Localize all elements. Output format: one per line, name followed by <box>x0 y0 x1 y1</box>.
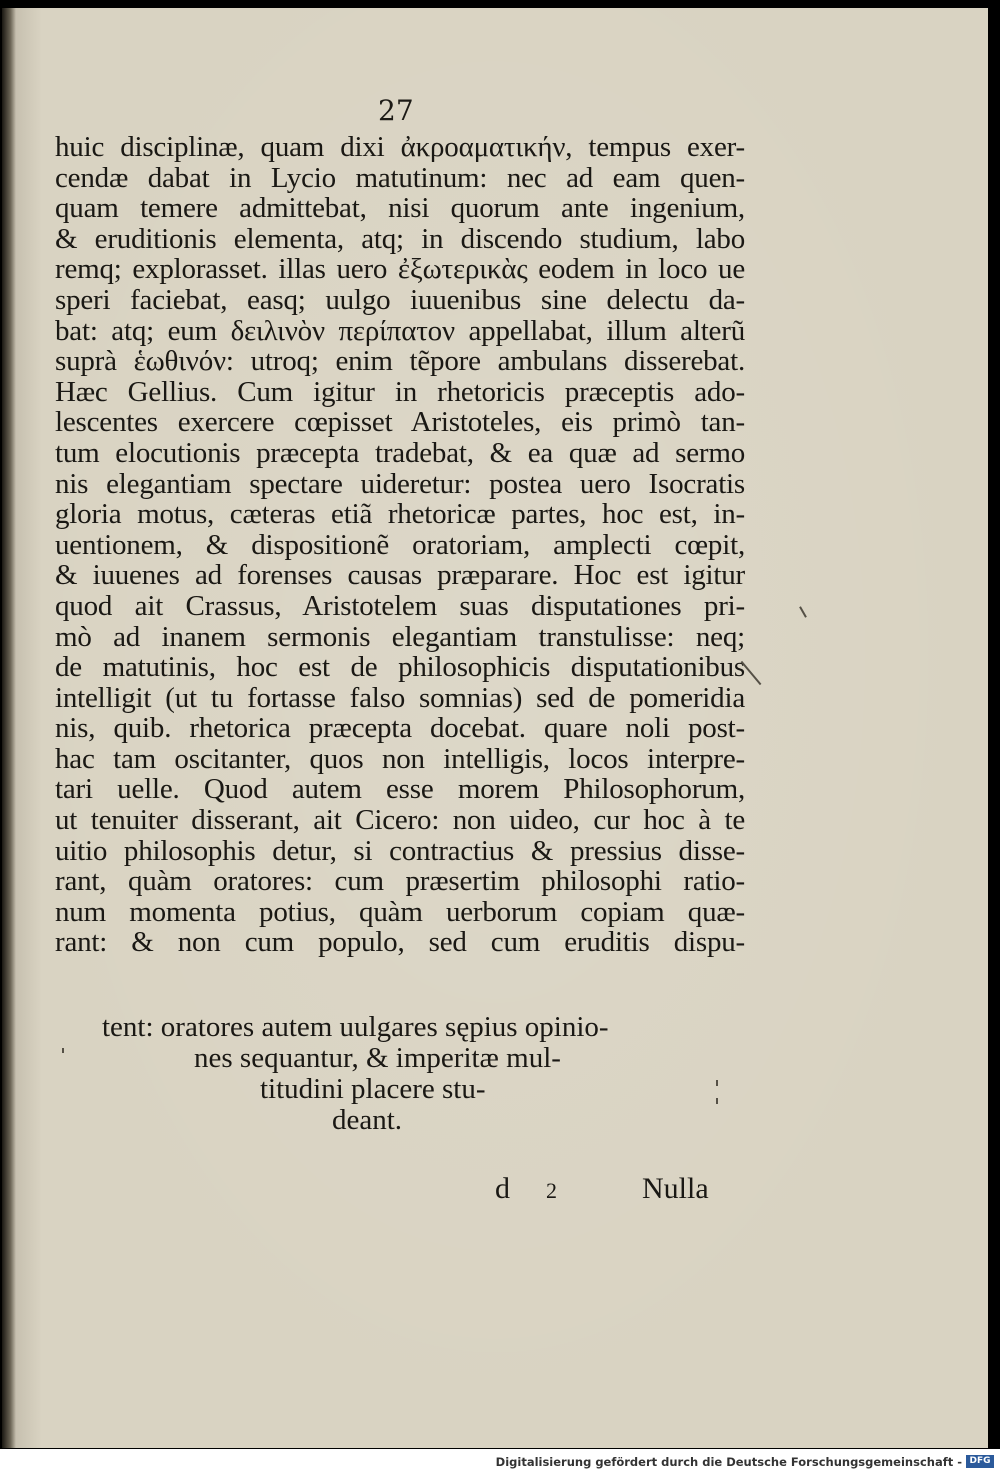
text-line: lescentes exercere cœpisset Aristoteles, eis primò tan- <box>55 406 745 439</box>
taper-line: nes sequantur, & imperitæ mul- <box>194 1042 561 1074</box>
text-line: huic disciplinæ, quam dixi ἀκροαματικήν, tempus exer- <box>55 131 745 163</box>
footer-bar <box>0 1449 1000 1473</box>
page-binding-shadow <box>2 8 16 1448</box>
signature-mark: d <box>495 1172 510 1205</box>
text-line: tum elocutionis præcepta tradebat, & ea quæ ad sermo <box>55 436 745 469</box>
text-line: quod ait Crassus, Aristotelem suas disputationes pri- <box>55 589 745 622</box>
page-text <box>55 132 745 958</box>
paper-speck <box>62 1048 64 1053</box>
text-line: cendæ dabat in Lycio matutinum: nec ad eam quen- <box>55 161 745 194</box>
paper-speck <box>716 1098 718 1104</box>
taper-line: deant. <box>332 1104 403 1136</box>
text-line: & eruditionis elementa, atq; in discendo studium, labo <box>55 222 745 255</box>
text-line: & iuuenes ad forenses causas præparare. Hoc est igitur <box>55 559 745 592</box>
text-line: intelligit (ut tu fortasse falso somnias) sed de pomeridia <box>55 681 745 714</box>
text-line: gloria motus, cæteras etiã rhetoricæ partes, hoc est, in- <box>55 498 745 531</box>
text-line: rant: & non cum populo, sed cum eruditis dispu- <box>55 926 745 959</box>
text-line: tari uelle. Quod autem esse morem Philosophorum, <box>55 773 745 806</box>
text-line: num momenta potius, quàm uerborum copiam quæ- <box>55 895 745 928</box>
catchword: Nulla <box>642 1172 709 1205</box>
paper-speck <box>799 606 807 617</box>
taper-line: tent: oratores autem uulgares sępius opinio- <box>102 1011 609 1043</box>
text-line: hac tam oscitanter, quos non intelligis, locos interpre- <box>55 742 745 775</box>
text-line: remq; explorasset. illas uero ἐξωτερικὰς eodem in loco ue <box>55 253 745 286</box>
taper-line: titudini placere stu- <box>260 1073 486 1105</box>
text-line: uitio philosophis detur, si contractius & pressius disse- <box>55 834 745 867</box>
book-page <box>2 8 988 1448</box>
text-line: mò ad inanem sermonis elegantiam transtulisse: neq; <box>55 620 745 653</box>
text-line: nis, quib. rhetorica præcepta docebat. quare noli post- <box>55 712 745 745</box>
signature-number: 2 <box>546 1178 557 1203</box>
text-line: nis elegantiam spectare uideretur: postea uero Isocratis <box>55 467 745 500</box>
text-line: ut tenuiter disserant, ait Cicero: non uideo, cur hoc à te <box>55 804 745 837</box>
dfg-logo: DFG <box>966 1455 994 1468</box>
text-line: Hæc Gellius. Cum igitur in rhetoricis præceptis ado- <box>55 375 745 408</box>
page-number: 27 <box>378 94 414 127</box>
text-line: de matutinis, hoc est de philosophicis disputationibus <box>55 651 745 684</box>
paper-speck <box>716 1080 718 1086</box>
text-line: speri faciebat, easq; uulgo iuuenibus sine delectu da- <box>55 283 745 316</box>
text-line: bat: atq; eum δειλινὸν περίπατον appellabat, illum alterũ <box>55 314 745 347</box>
text-line: rant, quàm oratores: cum præsertim philosophi ratio- <box>55 865 745 898</box>
text-line: quam temere admittebat, nisi quorum ante ingenium, <box>55 192 745 225</box>
funding-notice: Digitalisierung gefördert durch die Deutsche Forschungsgemeinschaft - <box>495 1455 962 1469</box>
text-line: uentionem, & dispositionẽ oratoriam, amplecti cœpit, <box>55 528 745 561</box>
text-line: suprà ἑωθινόν: utroq; enim tẽpore ambulans disserebat. <box>55 345 745 378</box>
